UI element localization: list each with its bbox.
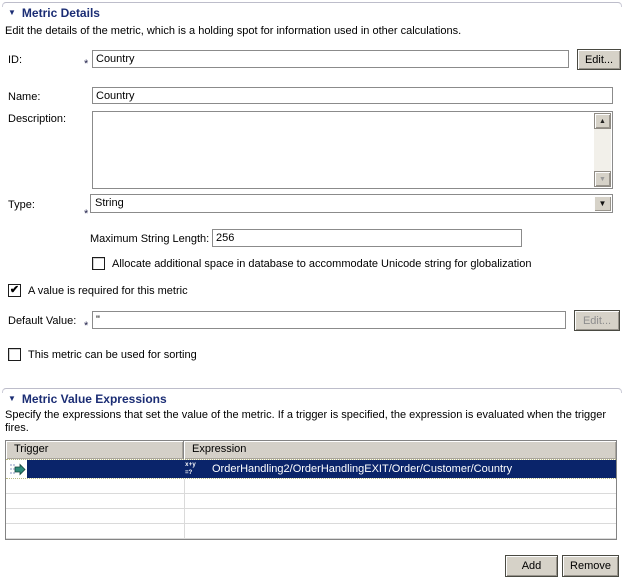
value-required-checkbox-label: A value is required for this metric [28, 285, 188, 297]
sorting-checkbox-label: This metric can be used for sorting [28, 349, 197, 361]
section-header-metric-details [8, 6, 100, 20]
id-required-marker: * [84, 58, 89, 70]
chevron-down-icon[interactable]: ▼ [594, 196, 611, 211]
type-label: Type: [8, 199, 35, 211]
table-row-empty[interactable] [6, 524, 616, 539]
default-value-edit-button[interactable]: Edit... [574, 310, 620, 331]
type-required-marker: * [84, 208, 89, 220]
default-value-label: Default Value: [8, 315, 77, 327]
scroll-down-icon[interactable]: ▼ [594, 171, 611, 187]
scroll-up-icon[interactable]: ▲ [594, 113, 611, 129]
section-subtitle: Specify the expressions that set the value of the metric. If a trigger is specified, the expression is evaluated when the trigger fires. [5, 409, 607, 434]
column-header-trigger[interactable]: Trigger [6, 441, 184, 459]
value-required-checkbox[interactable]: ✔ [9, 284, 20, 296]
trigger-icon [9, 462, 26, 477]
column-header-expression[interactable]: Expression [184, 441, 616, 459]
default-value-input[interactable] [92, 311, 566, 329]
section-title-metric-value-expressions: Metric Value Expressions [21, 392, 167, 406]
collapse-triangle-icon[interactable]: ▼ [8, 8, 16, 17]
table-row-empty[interactable] [6, 479, 616, 494]
collapse-triangle-icon[interactable]: ▼ [8, 394, 16, 403]
column-divider [184, 494, 185, 508]
type-dropdown[interactable] [90, 194, 613, 213]
section-title-metric-details: Metric Details [21, 6, 100, 20]
id-input[interactable] [92, 50, 569, 68]
description-label: Description: [8, 113, 67, 125]
expressions-table [5, 440, 617, 540]
name-input[interactable] [92, 87, 613, 104]
column-divider [184, 479, 185, 493]
expression-icon: x+y =? [185, 461, 196, 476]
description-scrollbar[interactable] [594, 113, 611, 187]
default-value-required-marker: * [84, 320, 89, 332]
remove-button[interactable]: Remove [562, 555, 619, 577]
table-row-empty[interactable] [6, 509, 616, 524]
type-dropdown-value: String [95, 197, 124, 209]
id-edit-button[interactable]: Edit... [577, 49, 621, 70]
table-row-empty[interactable] [6, 494, 616, 509]
id-label: ID: [8, 54, 23, 66]
max-length-label: Maximum String Length: [90, 233, 210, 245]
name-label: Name: [8, 91, 41, 103]
column-divider [184, 524, 185, 538]
section-subtitle: Edit the details of the metric, which is a holding spot for information used in other calculations. [5, 25, 462, 37]
unicode-checkbox[interactable] [92, 257, 105, 270]
add-button[interactable]: Add [505, 555, 558, 577]
table-header-row [6, 441, 616, 459]
column-divider [184, 509, 185, 523]
expression-cell-text: OrderHandling2/OrderHandlingEXIT/Order/Customer/Country [212, 463, 513, 475]
description-textarea[interactable] [92, 111, 613, 189]
table-row-selected[interactable] [6, 459, 616, 479]
unicode-checkbox-label: Allocate additional space in database to accommodate Unicode string for globalization [112, 258, 532, 270]
section-header-metric-value-expressions [8, 392, 167, 406]
max-length-input[interactable] [212, 229, 522, 247]
sorting-checkbox[interactable] [8, 348, 21, 361]
